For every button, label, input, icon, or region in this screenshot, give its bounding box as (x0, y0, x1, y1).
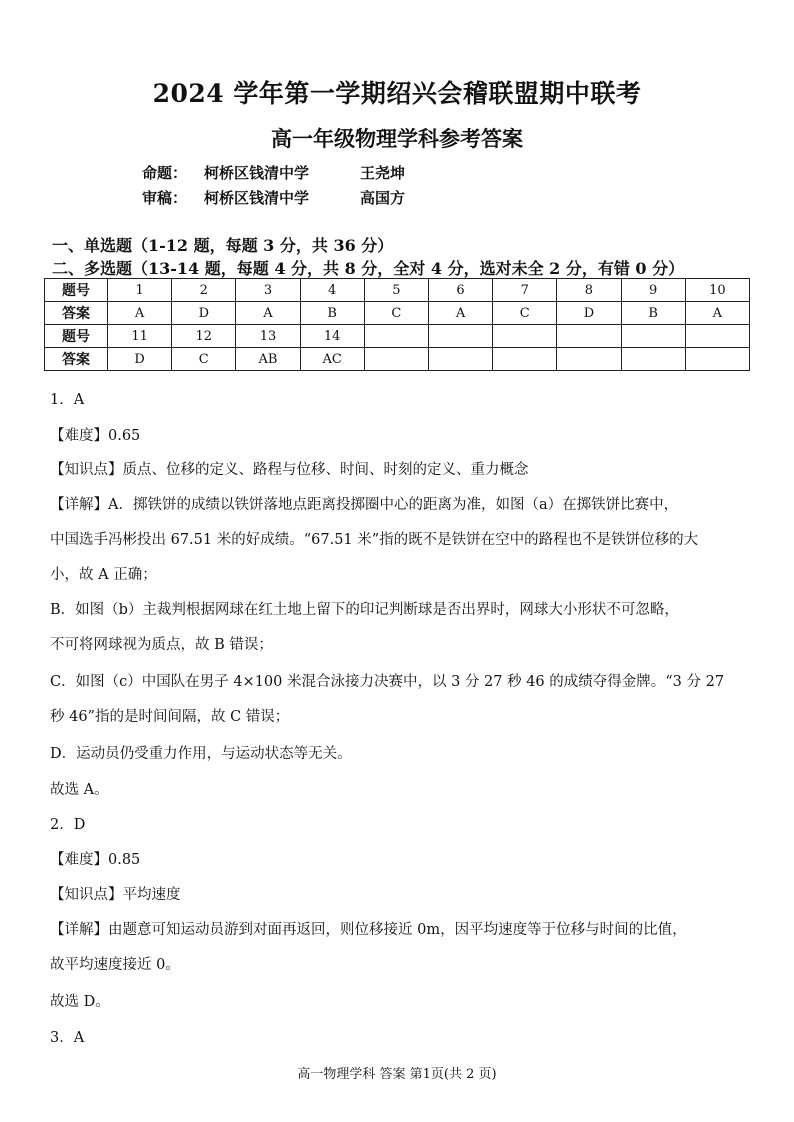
answer-table-cell: B (621, 302, 685, 325)
answer-table-row-head: 题号 (45, 279, 108, 302)
credit-school: 柯桥区钱清中学 (204, 189, 310, 207)
section-multi-choice: 二、多选题（13-14 题，每题 4 分，共 8 分，全对 4 分，选对未全 2 分，有错 0 分） (52, 259, 685, 278)
body-line: 故平均速度接近 0。 (50, 957, 180, 973)
answer-table-cell: 8 (557, 279, 621, 302)
answer-table-cell: C (172, 348, 236, 371)
answer-table-cell: A (236, 302, 300, 325)
answer-table-cell: AC (300, 348, 364, 371)
credit-person: 王尧坤 (360, 164, 406, 182)
answer-table-cell: 2 (172, 279, 236, 302)
exam-title: 2024 学年第一学期绍兴会稽联盟期中联考 (152, 79, 642, 108)
answer-table-cell: 10 (685, 279, 749, 302)
body-line: 3．A (50, 1030, 85, 1046)
answer-table-row-head: 题号 (45, 325, 108, 348)
answer-table-cell: 6 (428, 279, 492, 302)
answer-table-cell: 12 (172, 325, 236, 348)
answer-table-row (45, 279, 750, 302)
answer-table-row-head: 答案 (45, 302, 108, 325)
answer-table-cell: A (685, 302, 749, 325)
page-footer: 高一物理学科 答案 第1页(共 2 页) (297, 1067, 497, 1082)
answer-table-cell (621, 325, 685, 348)
answer-table-cell: 3 (236, 279, 300, 302)
answer-table-cell: A (428, 302, 492, 325)
answer-table-cell (428, 325, 492, 348)
body-line: 【难度】0.85 (50, 852, 141, 868)
answer-table-cell: 14 (300, 325, 364, 348)
credit-line-reviewer (142, 187, 405, 208)
answer-table-row (45, 302, 750, 325)
answer-table-cell: AB (236, 348, 300, 371)
body-line: 2．D (50, 817, 86, 833)
answer-table-cell: 13 (236, 325, 300, 348)
answer-table-cell: 4 (300, 279, 364, 302)
credit-person: 高国方 (360, 189, 406, 207)
answer-table-cell: D (108, 348, 172, 371)
answer-table-cell (557, 325, 621, 348)
body-line: 【知识点】平均速度 (50, 887, 181, 903)
body-line: 1．A (50, 392, 85, 408)
answer-table-row (45, 325, 750, 348)
answer-table-cell (428, 348, 492, 371)
exam-subtitle: 高一年级物理学科参考答案 (271, 126, 523, 151)
answer-table-cell (557, 348, 621, 371)
credit-label: 命题： (142, 164, 188, 182)
body-line: 故选 D。 (50, 994, 110, 1010)
body-line: 小，故 A 正确； (50, 567, 157, 583)
answer-table-cell: C (364, 302, 428, 325)
body-line: 【详解】由题意可知运动员游到对面再返回，则位移接近 0m，因平均速度等于位移与时间的比值， (50, 922, 687, 938)
answer-table-cell (493, 348, 557, 371)
answer-table-cell: B (300, 302, 364, 325)
answer-table-cell: 1 (108, 279, 172, 302)
answer-table-row (45, 348, 750, 371)
answer-table-cell (493, 325, 557, 348)
answer-table-cell (685, 348, 749, 371)
body-line: 【知识点】质点、位移的定义、路程与位移、时间、时刻的定义、重力概念 (50, 462, 529, 478)
answer-table-cell: D (557, 302, 621, 325)
body-line: 故选 A。 (50, 782, 109, 798)
body-line: 【详解】A．掷铁饼的成绩以铁饼落地点距离投掷圈中心的距离为准，如图（a）在掷铁饼比赛中， (50, 497, 679, 513)
answer-table-cell: 7 (493, 279, 557, 302)
answer-table-cell (364, 348, 428, 371)
credit-school: 柯桥区钱清中学 (204, 164, 310, 182)
answer-table-cell: 5 (364, 279, 428, 302)
body-line: 不可将网球视为质点，故 B 错误； (50, 637, 273, 653)
answer-table-cell: 9 (621, 279, 685, 302)
section-single-choice: 一、单选题（1-12 题，每题 3 分，共 36 分） (52, 236, 394, 255)
body-line: 中国选手冯彬投出 67.51 米的好成绩。“67.51 米”指的既不是铁饼在空中的路程也不是铁饼位移的大 (50, 532, 699, 548)
body-line: C．如图（c）中国队在男子 4×100 米混合泳接力决赛中，以 3 分 27 秒 46 的成绩夺得金牌。“3 分 27 (50, 674, 725, 690)
answer-table (44, 278, 750, 371)
answer-table-cell: A (108, 302, 172, 325)
answer-table-row-head: 答案 (45, 348, 108, 371)
answer-table-cell: 11 (108, 325, 172, 348)
answer-table-cell: D (172, 302, 236, 325)
credit-label: 审稿： (142, 189, 188, 207)
body-line: 秒 46”指的是时间间隔，故 C 错误； (50, 709, 290, 725)
answer-table-cell: C (493, 302, 557, 325)
answer-table-cell (685, 325, 749, 348)
body-line: D．运动员仍受重力作用，与运动状态等无关。 (50, 746, 352, 762)
body-line: 【难度】0.65 (50, 428, 141, 444)
credit-line-author (142, 162, 405, 183)
body-line: B．如图（b）主裁判根据网球在红土地上留下的印记判断球是否出界时，网球大小形状不可忽略， (50, 602, 679, 618)
answer-table-cell (621, 348, 685, 371)
answer-table-cell (364, 325, 428, 348)
